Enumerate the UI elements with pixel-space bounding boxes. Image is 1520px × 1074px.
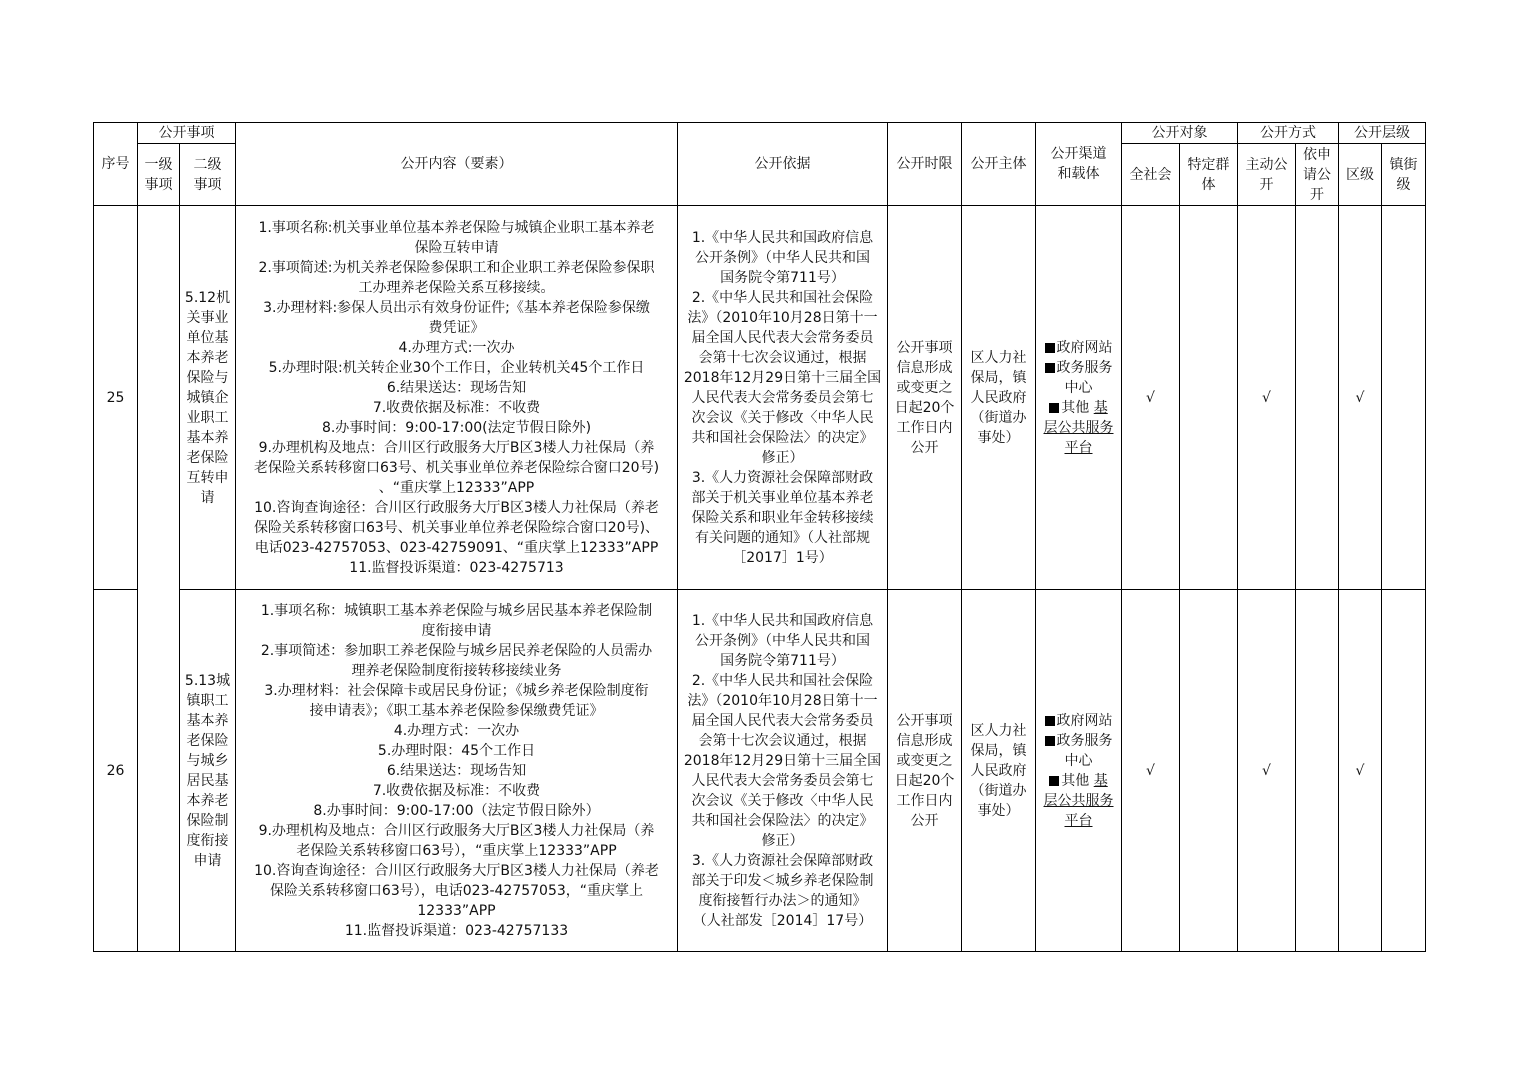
checked-box-icon	[1045, 736, 1055, 746]
row-active: √	[1238, 590, 1296, 952]
row-subject: 区人力社 保局，镇 人民政府 （街道办 事处）	[962, 590, 1036, 952]
row-town	[1382, 590, 1426, 952]
col-level-group-header: 公开层级	[1339, 123, 1426, 144]
col-district-header: 区级	[1339, 144, 1382, 206]
col-town-header: 镇街 级	[1382, 144, 1426, 206]
col-method-group-header: 公开方式	[1238, 123, 1339, 144]
checked-box-icon	[1049, 776, 1059, 786]
row-level2-item: 5.13城 镇职工 基本养 老保险 与城乡 居民基 本养老 保险制 度衔接 申请	[180, 590, 236, 952]
col-level1-header: 一级 事项	[138, 144, 180, 206]
col-level2-header: 二级 事项	[180, 144, 236, 206]
col-request-header: 依申 请公 开	[1296, 144, 1339, 206]
row-level1-item	[138, 206, 180, 952]
checked-box-icon	[1045, 363, 1055, 373]
row-active: √	[1238, 206, 1296, 590]
row-subject: 区人力社 保局，镇 人民政府 （街道办 事处）	[962, 206, 1036, 590]
checked-box-icon	[1045, 716, 1055, 726]
col-time-header: 公开时限	[888, 123, 962, 206]
row-time-limit: 公开事项 信息形成 或变更之 日起20个 工作日内 公开	[888, 206, 962, 590]
row-on-request	[1296, 206, 1339, 590]
row-district: √	[1339, 590, 1382, 952]
row-channel: 政府网站 政务服务 中心 其他 基 层公共服务 平台	[1036, 206, 1122, 590]
col-channel-header: 公开渠道 和载体	[1036, 123, 1122, 206]
col-all-society-header: 全社会	[1122, 144, 1180, 206]
col-specific-group-header: 特定群 体	[1180, 144, 1238, 206]
row-town	[1382, 206, 1426, 590]
col-seq-header: 序号	[94, 123, 138, 206]
col-active-header: 主动公 开	[1238, 144, 1296, 206]
row-on-request	[1296, 590, 1339, 952]
row-level2-item: 5.12机 关事业 单位基 本养老 保险与 城镇企 业职工 基本养 老保险 互转申 请	[180, 206, 236, 590]
row-content: 1.事项名称：城镇职工基本养老保险与城乡居民基本养老保险制 度衔接申请 2.事项简述：参加职工养老保险与城乡居民养老保险的人员需办 理养老保险制度衔接转移接续业务 3.办理材料：社会保障卡或居民身份证；《城乡养老保险制度衔 接申请表》；《职工基本养老保险参保缴费凭证》 4.办理方式：一次办 5.办理时限：45个工作日 6.结果送达：现场告知 7.收费依据及标准：不收费 8.办事时间：9:00-17:00（法定节假日除外） 9.办理机构及地点：合川区行政服务大厅B区3楼人力社保局（养 老保险关系转移窗口63号），“重庆掌上12333”APP 10.咨询查询途径：合川区行政服务大厅B区3楼人力社保局（养老 保险关系转移窗口63号），电话023-42757053，“重庆掌上 12333”APP 11.监督投诉渠道：023-42757133	[236, 590, 678, 952]
col-content-header: 公开内容（要素）	[236, 123, 678, 206]
checked-box-icon	[1045, 343, 1055, 353]
row-basis: 1.《中华人民共和国政府信息 公开条例》（中华人民共和国 国务院令第711号） 2.《中华人民共和国社会保险 法》（2010年10月28日第十一 届全国人民代表大会常务委员 会第十七次会议通过，根据 2018年12月29日第十三届全国 人民代表大会常务委员会第七 次会议《关于修改〈中华人民 共和国社会保险法〉的决定》 修正） 3.《人力资源社会保障部财政 部关于印发＜城乡养老保险制 度衔接暂行办法＞的通知》 （人社部发［2014］17号）	[678, 590, 888, 952]
row-specific-group	[1180, 590, 1238, 952]
col-basis-header: 公开依据	[678, 123, 888, 206]
col-subject-header: 公开主体	[962, 123, 1036, 206]
col-item-group-header: 公开事项	[138, 123, 236, 144]
row-time-limit: 公开事项 信息形成 或变更之 日起20个 工作日内 公开	[888, 590, 962, 952]
row-basis: 1.《中华人民共和国政府信息 公开条例》（中华人民共和国 国务院令第711号） 2.《中华人民共和国社会保险 法》（2010年10月28日第十一 届全国人民代表大会常务委员 会第十七次会议通过，根据 2018年12月29日第十三届全国 人民代表大会常务委员会第七 次会议《关于修改〈中华人民 共和国社会保险法〉的决定》 修正） 3.《人力资源社会保障部财政 部关于机关事业单位基本养老 保险关系和职业年金转移接续 有关问题的通知》（人社部规 ［2017］1号）	[678, 206, 888, 590]
header-row-1	[94, 123, 1426, 144]
row-seq: 26	[94, 590, 138, 952]
row-all-society: √	[1122, 590, 1180, 952]
row-district: √	[1339, 206, 1382, 590]
table-row	[94, 206, 1426, 590]
checked-box-icon	[1049, 403, 1059, 413]
col-target-group-header: 公开对象	[1122, 123, 1238, 144]
disclosure-table	[93, 122, 1426, 952]
row-content: 1.事项名称:机关事业单位基本养老保险与城镇企业职工基本养老 保险互转申请 2.事项简述:为机关养老保险参保职工和企业职工养老保险参保职 工办理养老保险关系互移接续。 3.办理材料:参保人员出示有效身份证件;《基本养老保险参保缴 费凭证》 4.办理方式:一次办 5.办理时限:机关转企业30个工作日，企业转机关45个工作日 6.结果送达：现场告知 7.收费依据及标准：不收费 8.办事时间：9:00-17:00(法定节假日除外) 9.办理机构及地点：合川区行政服务大厅B区3楼人力社保局（养 老保险关系转移窗口63号、机关事业单位养老保险综合窗口20号) 、“重庆掌上12333”APP 10.咨询查询途径：合川区行政服务大厅B区3楼人力社保局（养老 保险关系转移窗口63号、机关事业单位养老保险综合窗口20号)、 电话023-42757053、023-42759091、“重庆掌上12333”APP 11.监督投诉渠道：023-4275713	[236, 206, 678, 590]
table-row	[94, 590, 1426, 952]
row-specific-group	[1180, 206, 1238, 590]
row-all-society: √	[1122, 206, 1180, 590]
row-seq: 25	[94, 206, 138, 590]
row-channel: 政府网站 政务服务 中心 其他 基 层公共服务 平台	[1036, 590, 1122, 952]
